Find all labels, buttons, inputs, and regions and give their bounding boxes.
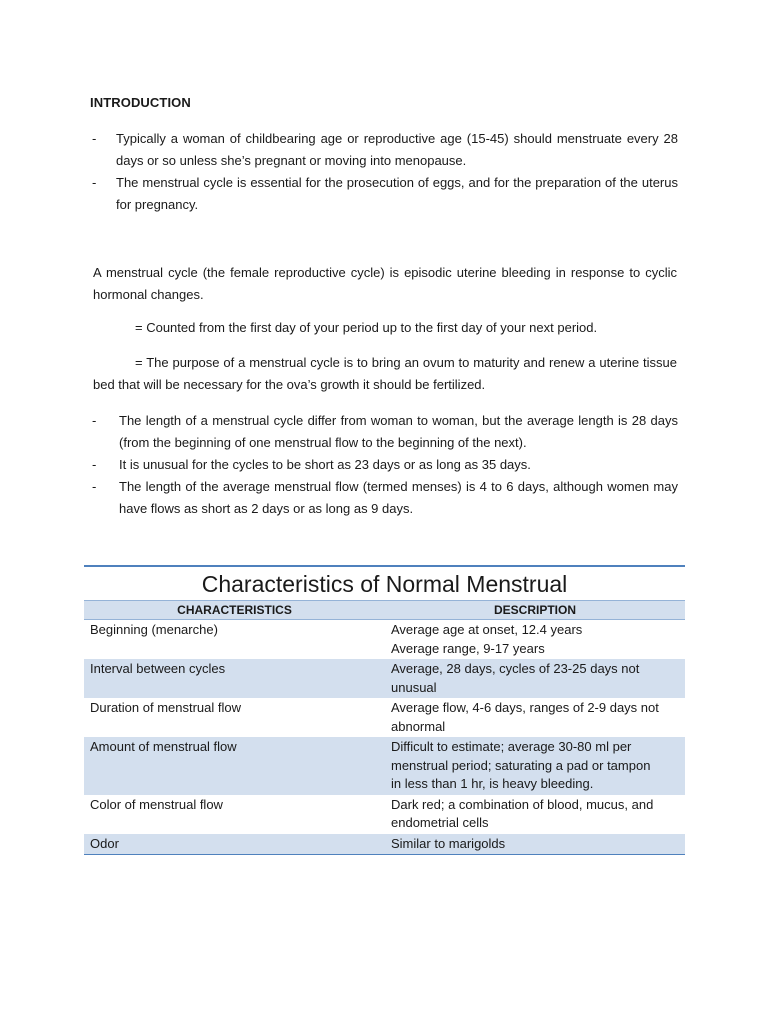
table-row — [84, 795, 685, 834]
list-item — [90, 454, 678, 476]
characteristic-cell: Interval between cycles — [84, 659, 385, 698]
cycle-length-bullet-list — [90, 410, 678, 520]
description-line: menstrual period; saturating a pad or tampon — [391, 757, 651, 773]
table-row — [84, 620, 685, 660]
description-line: in less than 1 hr, is heavy bleeding. — [391, 776, 594, 791]
bullet-dash: - — [92, 479, 97, 494]
description-line: Dark red; a combination of blood, mucus, and — [391, 796, 654, 812]
table-header-row — [84, 601, 685, 620]
list-item — [90, 476, 678, 520]
description-line: abnormal — [391, 718, 446, 734]
bullet-text: The length of a menstrual cycle differ from woman to woman, but the average length is 28 days (from the beginning of one menstrual flow to the beginning of the next). — [119, 413, 678, 450]
description-cell — [385, 620, 685, 660]
list-item — [90, 172, 678, 216]
description-cell — [385, 698, 685, 737]
bullet-text: The length of the average menstrual flow (termed menses) is 4 to 6 days, although women may have flows as short as 2 days or as long as 9 days. — [119, 479, 678, 516]
bullet-dash: - — [92, 131, 97, 146]
bullet-dash: - — [92, 175, 97, 190]
bullet-text: The menstrual cycle is essential for the prosecution of eggs, and for the preparation of the uterus for pregnancy. — [116, 175, 678, 212]
bullet-text: Typically a woman of childbearing age or reproductive age (15-45) should menstruate every 28 days or so unless she’s pregnant or moving into menopause. — [116, 131, 678, 168]
bullet-dash: - — [92, 457, 97, 472]
description-line: Average, 28 days, cycles of 23-25 days not — [391, 661, 640, 676]
description-line: Average range, 9-17 years — [391, 640, 545, 656]
description-cell — [385, 795, 685, 834]
intro-bullet-list — [90, 128, 678, 216]
characteristics-table — [84, 600, 685, 855]
column-header-description: DESCRIPTION — [385, 601, 685, 620]
description-line: unusual — [391, 679, 437, 695]
purpose-note: = The purpose of a menstrual cycle is to bring an ovum to maturity and renew a uterine tissue bed that will be necessary for the ova’s growth it should be fertilized. — [93, 355, 677, 392]
bullet-text: It is unusual for the cycles to be short as 23 days or as long as 35 days. — [119, 457, 531, 472]
description-line: endometrial cells — [391, 815, 489, 830]
table-row — [84, 834, 685, 855]
description-cell — [385, 737, 685, 795]
description-cell — [385, 834, 685, 855]
characteristics-table-section — [84, 565, 685, 855]
table-row — [84, 698, 685, 737]
table-title: Characteristics of Normal Menstrual — [84, 565, 685, 600]
characteristic-cell: Duration of menstrual flow — [90, 700, 242, 715]
description-line: Difficult to estimate; average 30-80 ml per — [391, 739, 632, 754]
characteristic-cell: Color of menstrual flow — [90, 796, 223, 812]
characteristic-cell: Odor — [84, 834, 385, 855]
description-line: Average flow, 4-6 days, ranges of 2-9 days not — [391, 700, 659, 715]
column-header-characteristics: CHARACTERISTICS — [84, 601, 385, 620]
bullet-dash: - — [92, 413, 97, 428]
description-cell — [385, 659, 685, 698]
counting-note: = Counted from the first day of your period up to the first day of your next period. — [135, 320, 598, 335]
table-row — [84, 737, 685, 795]
table-row — [84, 659, 685, 698]
definition-paragraph: A menstrual cycle (the female reproductive cycle) is episodic uterine bleeding in response to cyclic hormonal changes. — [93, 265, 677, 302]
characteristic-cell: Amount of menstrual flow — [84, 737, 385, 795]
description-line: Average age at onset, 12.4 years — [391, 622, 583, 637]
introduction-heading: INTRODUCTION — [90, 95, 191, 110]
description-line: Similar to marigolds — [391, 835, 506, 851]
list-item — [90, 410, 678, 454]
characteristic-cell: Beginning (menarche) — [90, 622, 218, 637]
list-item — [90, 128, 678, 172]
